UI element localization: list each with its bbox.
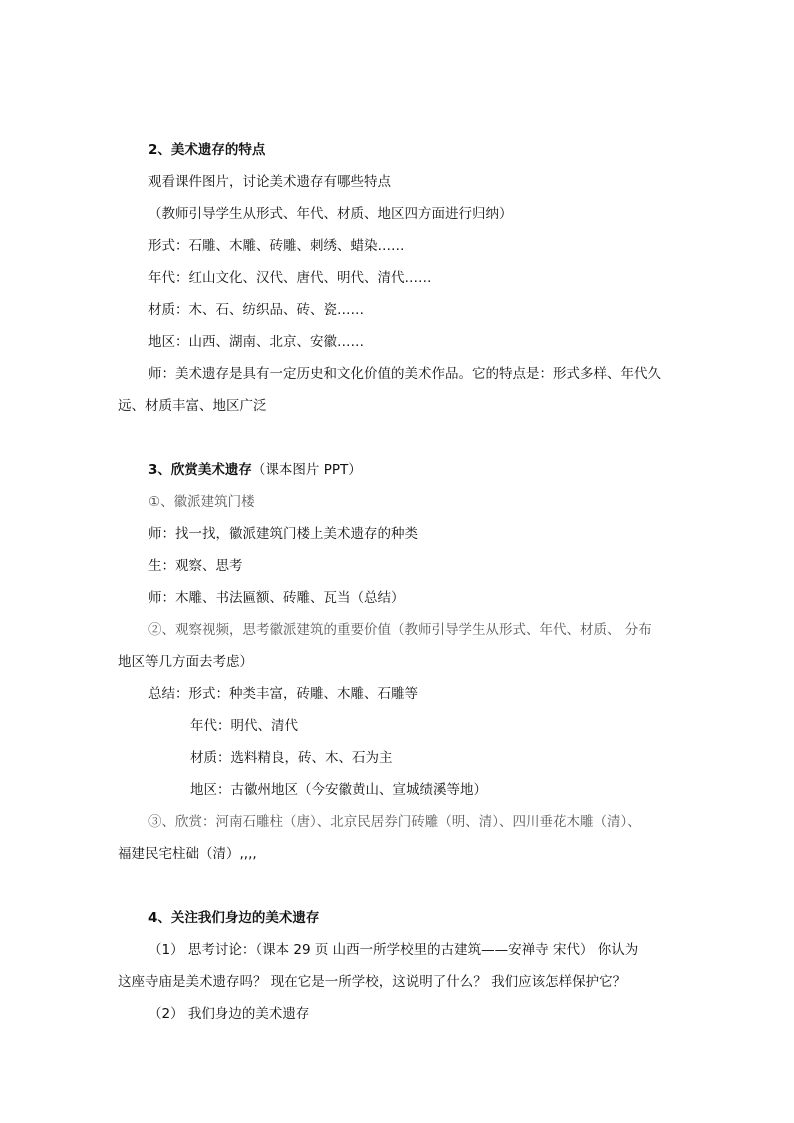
section3-summary-era: 年代：明代、清代 bbox=[190, 718, 298, 734]
section2-material: 材质：木、石、纺织品、砖、瓷…… bbox=[148, 302, 364, 318]
section4-q1-line2: 这座寺庙是美术遗存吗？ 现在它是一所学校，这说明了什么？ 我们应该怎样保护它？ bbox=[118, 974, 627, 990]
section2-teacher-line2: 远、材质丰富、地区广泛 bbox=[118, 398, 267, 414]
section2-intro: 观看课件图片，讨论美术遗存有哪些特点 bbox=[148, 174, 391, 190]
section3-item3-line2: 福建民宅柱础（清）,,,, bbox=[118, 846, 257, 862]
section3-heading bbox=[148, 460, 362, 480]
section3-heading-rest: （课本图片 PPT） bbox=[251, 462, 362, 478]
section4-q1-line1: （1） 思考讨论：（课本 29 页 山西一所学校里的古建筑——安禅寺 宋代） 你认为 bbox=[148, 942, 639, 958]
section3-teacher-question: 师：找一找，徽派建筑门楼上美术遗存的种类 bbox=[148, 526, 418, 542]
section4-q2: （2） 我们身边的美术遗存 bbox=[148, 1006, 310, 1022]
section2-guide: （教师引导学生从形式、年代、材质、地区四方面进行归纳） bbox=[148, 206, 513, 222]
section3-teacher-summary: 师：木雕、书法匾额、砖雕、瓦当（总结） bbox=[148, 590, 405, 606]
section3-item2-line1: ②、观察视频，思考徽派建筑的重要价值（教师引导学生从形式、年代、材质、 分布 bbox=[148, 622, 652, 638]
section4-heading: 4、关注我们身边的美术遗存 bbox=[148, 910, 320, 926]
section3-summary-region: 地区：古徽州地区（今安徽黄山、宣城绩溪等地） bbox=[190, 782, 487, 798]
section3-summary-form: 总结：形式：种类丰富，砖雕、木雕、石雕等 bbox=[148, 686, 418, 702]
section2-heading: 2、美术遗存的特点 bbox=[148, 142, 266, 158]
section3-summary-material: 材质：选料精良，砖、木、石为主 bbox=[190, 750, 393, 766]
section2-region: 地区：山西、湖南、北京、安徽…… bbox=[148, 334, 364, 350]
section3-student: 生：观察、思考 bbox=[148, 558, 243, 574]
section2-era: 年代：红山文化、汉代、唐代、明代、清代…… bbox=[148, 270, 432, 286]
section3-heading-bold: 3、欣赏美术遗存 bbox=[148, 462, 252, 478]
section2-teacher-line1: 师：美术遗存是具有一定历史和文化价值的美术作品。它的特点是：形式多样、年代久 bbox=[148, 366, 661, 382]
section3-item1: ①、徽派建筑门楼 bbox=[148, 494, 255, 510]
section2-form: 形式：石雕、木雕、砖雕、刺绣、蜡染…… bbox=[148, 238, 405, 254]
section3-item3-line1: ③、欣赏：河南石雕柱（唐）、北京民居券门砖雕（明、清）、四川垂花木雕（清）、 bbox=[148, 814, 641, 830]
section3-item2-line2: 地区等几方面去考虑） bbox=[118, 654, 253, 670]
